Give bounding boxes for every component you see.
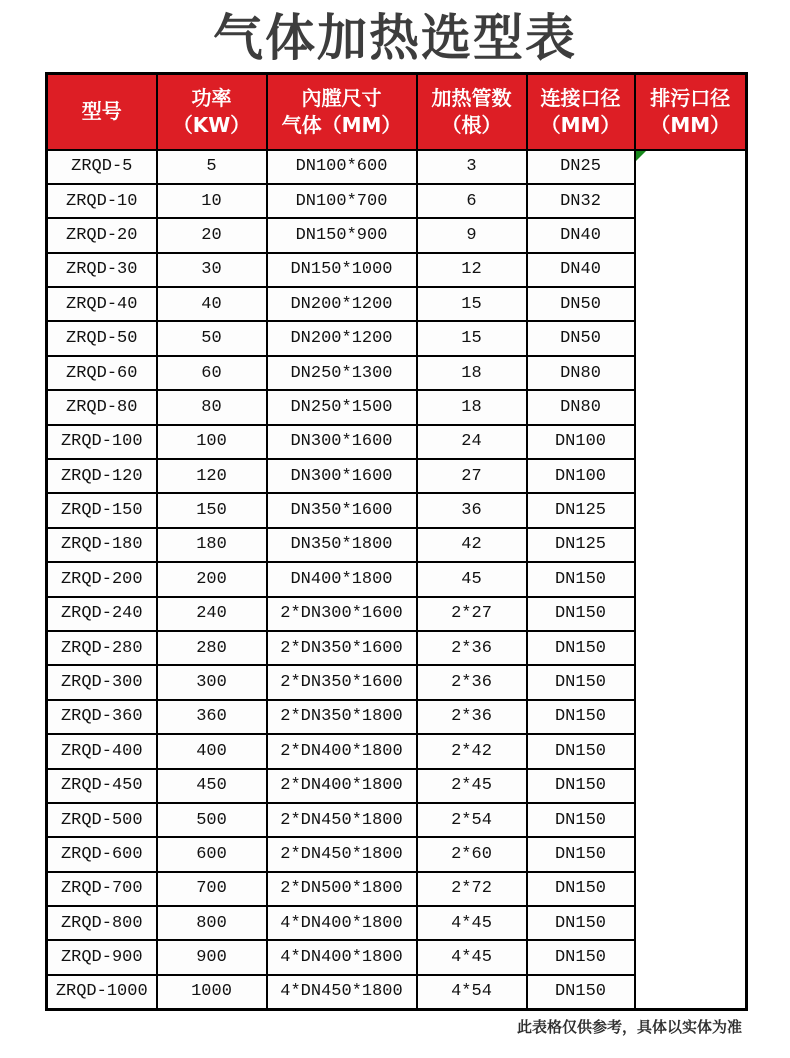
column-header-model: 型号 (47, 74, 157, 150)
table-cell-tube-count: 15 (417, 321, 527, 355)
table-cell-power: 100 (157, 425, 267, 459)
column-header-power: 功率 （KW） (157, 74, 267, 150)
table-cell-power: 80 (157, 390, 267, 424)
table-cell-connection-diameter: DN150 (527, 803, 635, 837)
table-cell-power: 400 (157, 734, 267, 768)
table-cell-power: 900 (157, 940, 267, 974)
table-cell-model: ZRQD-120 (47, 459, 157, 493)
cell-corner-marker-icon (636, 151, 646, 161)
table-cell-power: 280 (157, 631, 267, 665)
table-cell-model: ZRQD-100 (47, 425, 157, 459)
table-cell-model: ZRQD-200 (47, 562, 157, 596)
table-cell-connection-diameter: DN40 (527, 253, 635, 287)
table-cell-model: ZRQD-50 (47, 321, 157, 355)
table-cell-power: 600 (157, 837, 267, 871)
table-cell-chamber-size: 2*DN300*1600 (267, 597, 417, 631)
table-cell-chamber-size: DN200*1200 (267, 321, 417, 355)
table-body (47, 150, 747, 1010)
table-cell-power: 450 (157, 769, 267, 803)
table-cell-connection-diameter: DN25 (527, 150, 635, 184)
table-cell-tube-count: 2*42 (417, 734, 527, 768)
table-cell-connection-diameter: DN50 (527, 287, 635, 321)
table-cell-chamber-size: DN400*1800 (267, 562, 417, 596)
table-cell-power: 60 (157, 356, 267, 390)
drain-diameter-merged-cell (635, 150, 747, 1010)
table-cell-chamber-size: DN150*1000 (267, 253, 417, 287)
table-cell-connection-diameter: DN150 (527, 631, 635, 665)
table-cell-connection-diameter: DN100 (527, 459, 635, 493)
table-cell-model: ZRQD-20 (47, 218, 157, 252)
table-cell-connection-diameter: DN80 (527, 390, 635, 424)
table-cell-model: ZRQD-360 (47, 700, 157, 734)
table-cell-model: ZRQD-300 (47, 665, 157, 699)
table-cell-model: ZRQD-1000 (47, 975, 157, 1009)
table-cell-model: ZRQD-400 (47, 734, 157, 768)
table-cell-chamber-size: 2*DN400*1800 (267, 769, 417, 803)
table-cell-connection-diameter: DN50 (527, 321, 635, 355)
table-cell-tube-count: 12 (417, 253, 527, 287)
table-cell-power: 150 (157, 493, 267, 527)
table-cell-chamber-size: 4*DN400*1800 (267, 906, 417, 940)
table-cell-tube-count: 27 (417, 459, 527, 493)
table-cell-model: ZRQD-80 (47, 390, 157, 424)
table-cell-connection-diameter: DN150 (527, 734, 635, 768)
table-cell-chamber-size: DN250*1500 (267, 390, 417, 424)
table-header (47, 74, 747, 150)
table-cell-model: ZRQD-450 (47, 769, 157, 803)
table-cell-power: 300 (157, 665, 267, 699)
table-cell-tube-count: 2*54 (417, 803, 527, 837)
table-cell-model: ZRQD-800 (47, 906, 157, 940)
table-cell-tube-count: 36 (417, 493, 527, 527)
table-cell-tube-count: 24 (417, 425, 527, 459)
column-header-drain-diameter: 排污口径 （MM） (635, 74, 747, 150)
table-cell-model: ZRQD-150 (47, 493, 157, 527)
table-cell-tube-count: 2*72 (417, 872, 527, 906)
table-cell-tube-count: 4*45 (417, 906, 527, 940)
table-cell-chamber-size: DN350*1800 (267, 528, 417, 562)
table-cell-power: 200 (157, 562, 267, 596)
table-cell-model: ZRQD-5 (47, 150, 157, 184)
table-cell-tube-count: 2*36 (417, 631, 527, 665)
table-cell-chamber-size: 4*DN450*1800 (267, 975, 417, 1009)
table-cell-tube-count: 2*60 (417, 837, 527, 871)
table-cell-tube-count: 18 (417, 356, 527, 390)
table-cell-connection-diameter: DN150 (527, 975, 635, 1009)
table-cell-connection-diameter: DN100 (527, 425, 635, 459)
table-cell-connection-diameter: DN150 (527, 562, 635, 596)
table-cell-chamber-size: 2*DN400*1800 (267, 734, 417, 768)
table-cell-power: 240 (157, 597, 267, 631)
table-cell-model: ZRQD-240 (47, 597, 157, 631)
table-cell-connection-diameter: DN32 (527, 184, 635, 218)
table-cell-connection-diameter: DN150 (527, 597, 635, 631)
table-cell-power: 20 (157, 218, 267, 252)
table-cell-connection-diameter: DN150 (527, 700, 635, 734)
table-cell-tube-count: 6 (417, 184, 527, 218)
table-cell-chamber-size: 2*DN450*1800 (267, 803, 417, 837)
table-cell-power: 40 (157, 287, 267, 321)
table-row (47, 150, 747, 184)
table-cell-tube-count: 2*27 (417, 597, 527, 631)
table-cell-connection-diameter: DN125 (527, 528, 635, 562)
table-cell-power: 30 (157, 253, 267, 287)
table-cell-power: 700 (157, 872, 267, 906)
table-cell-chamber-size: 2*DN350*1600 (267, 631, 417, 665)
page-title: 气体加热选型表 (213, 9, 577, 67)
table-cell-connection-diameter: DN150 (527, 769, 635, 803)
table-cell-power: 10 (157, 184, 267, 218)
table-cell-tube-count: 18 (417, 390, 527, 424)
table-cell-power: 360 (157, 700, 267, 734)
table-cell-model: ZRQD-40 (47, 287, 157, 321)
table-cell-chamber-size: DN300*1600 (267, 425, 417, 459)
table-cell-chamber-size: 2*DN500*1800 (267, 872, 417, 906)
table-cell-chamber-size: DN150*900 (267, 218, 417, 252)
table-cell-tube-count: 15 (417, 287, 527, 321)
table-cell-model: ZRQD-600 (47, 837, 157, 871)
table-cell-connection-diameter: DN80 (527, 356, 635, 390)
table-cell-chamber-size: DN300*1600 (267, 459, 417, 493)
table-cell-connection-diameter: DN150 (527, 837, 635, 871)
table-cell-connection-diameter: DN125 (527, 493, 635, 527)
table-cell-power: 1000 (157, 975, 267, 1009)
table-cell-chamber-size: 4*DN400*1800 (267, 940, 417, 974)
table-cell-model: ZRQD-280 (47, 631, 157, 665)
table-cell-connection-diameter: DN40 (527, 218, 635, 252)
table-cell-chamber-size: 2*DN350*1600 (267, 665, 417, 699)
table-cell-model: ZRQD-60 (47, 356, 157, 390)
table-cell-tube-count: 3 (417, 150, 527, 184)
table-cell-chamber-size: DN100*600 (267, 150, 417, 184)
table-cell-tube-count: 2*36 (417, 700, 527, 734)
table-cell-chamber-size: 2*DN350*1800 (267, 700, 417, 734)
table-cell-power: 500 (157, 803, 267, 837)
table-header-row (47, 74, 747, 150)
table-cell-power: 5 (157, 150, 267, 184)
table-cell-model: ZRQD-30 (47, 253, 157, 287)
table-cell-connection-diameter: DN150 (527, 940, 635, 974)
table-cell-chamber-size: DN350*1600 (267, 493, 417, 527)
table-cell-chamber-size: DN200*1200 (267, 287, 417, 321)
table-cell-model: ZRQD-10 (47, 184, 157, 218)
table-cell-tube-count: 42 (417, 528, 527, 562)
table-cell-tube-count: 4*45 (417, 940, 527, 974)
table-cell-chamber-size: DN100*700 (267, 184, 417, 218)
table-cell-tube-count: 45 (417, 562, 527, 596)
table-cell-power: 180 (157, 528, 267, 562)
table-cell-model: ZRQD-900 (47, 940, 157, 974)
table-cell-model: ZRQD-700 (47, 872, 157, 906)
table-cell-power: 800 (157, 906, 267, 940)
column-header-connection-diameter: 连接口径 （MM） (527, 74, 635, 150)
table-cell-tube-count: 9 (417, 218, 527, 252)
table-cell-tube-count: 4*54 (417, 975, 527, 1009)
table-cell-connection-diameter: DN150 (527, 872, 635, 906)
table-cell-connection-diameter: DN150 (527, 906, 635, 940)
table-cell-connection-diameter: DN150 (527, 665, 635, 699)
table-cell-model: ZRQD-500 (47, 803, 157, 837)
table-cell-chamber-size: DN250*1300 (267, 356, 417, 390)
column-header-tube-count: 加热管数 （根） (417, 74, 527, 150)
table-cell-tube-count: 2*45 (417, 769, 527, 803)
column-header-chamber-size: 內膛尺寸 气体（MM） (267, 74, 417, 150)
table-cell-chamber-size: 2*DN450*1800 (267, 837, 417, 871)
footnote-disclaimer: 此表格仅供参考，具体以实体为准 (516, 1018, 742, 1036)
table-cell-tube-count: 2*36 (417, 665, 527, 699)
table-cell-power: 50 (157, 321, 267, 355)
gas-heater-selection-table (45, 72, 748, 1011)
table-cell-power: 120 (157, 459, 267, 493)
table-cell-model: ZRQD-180 (47, 528, 157, 562)
